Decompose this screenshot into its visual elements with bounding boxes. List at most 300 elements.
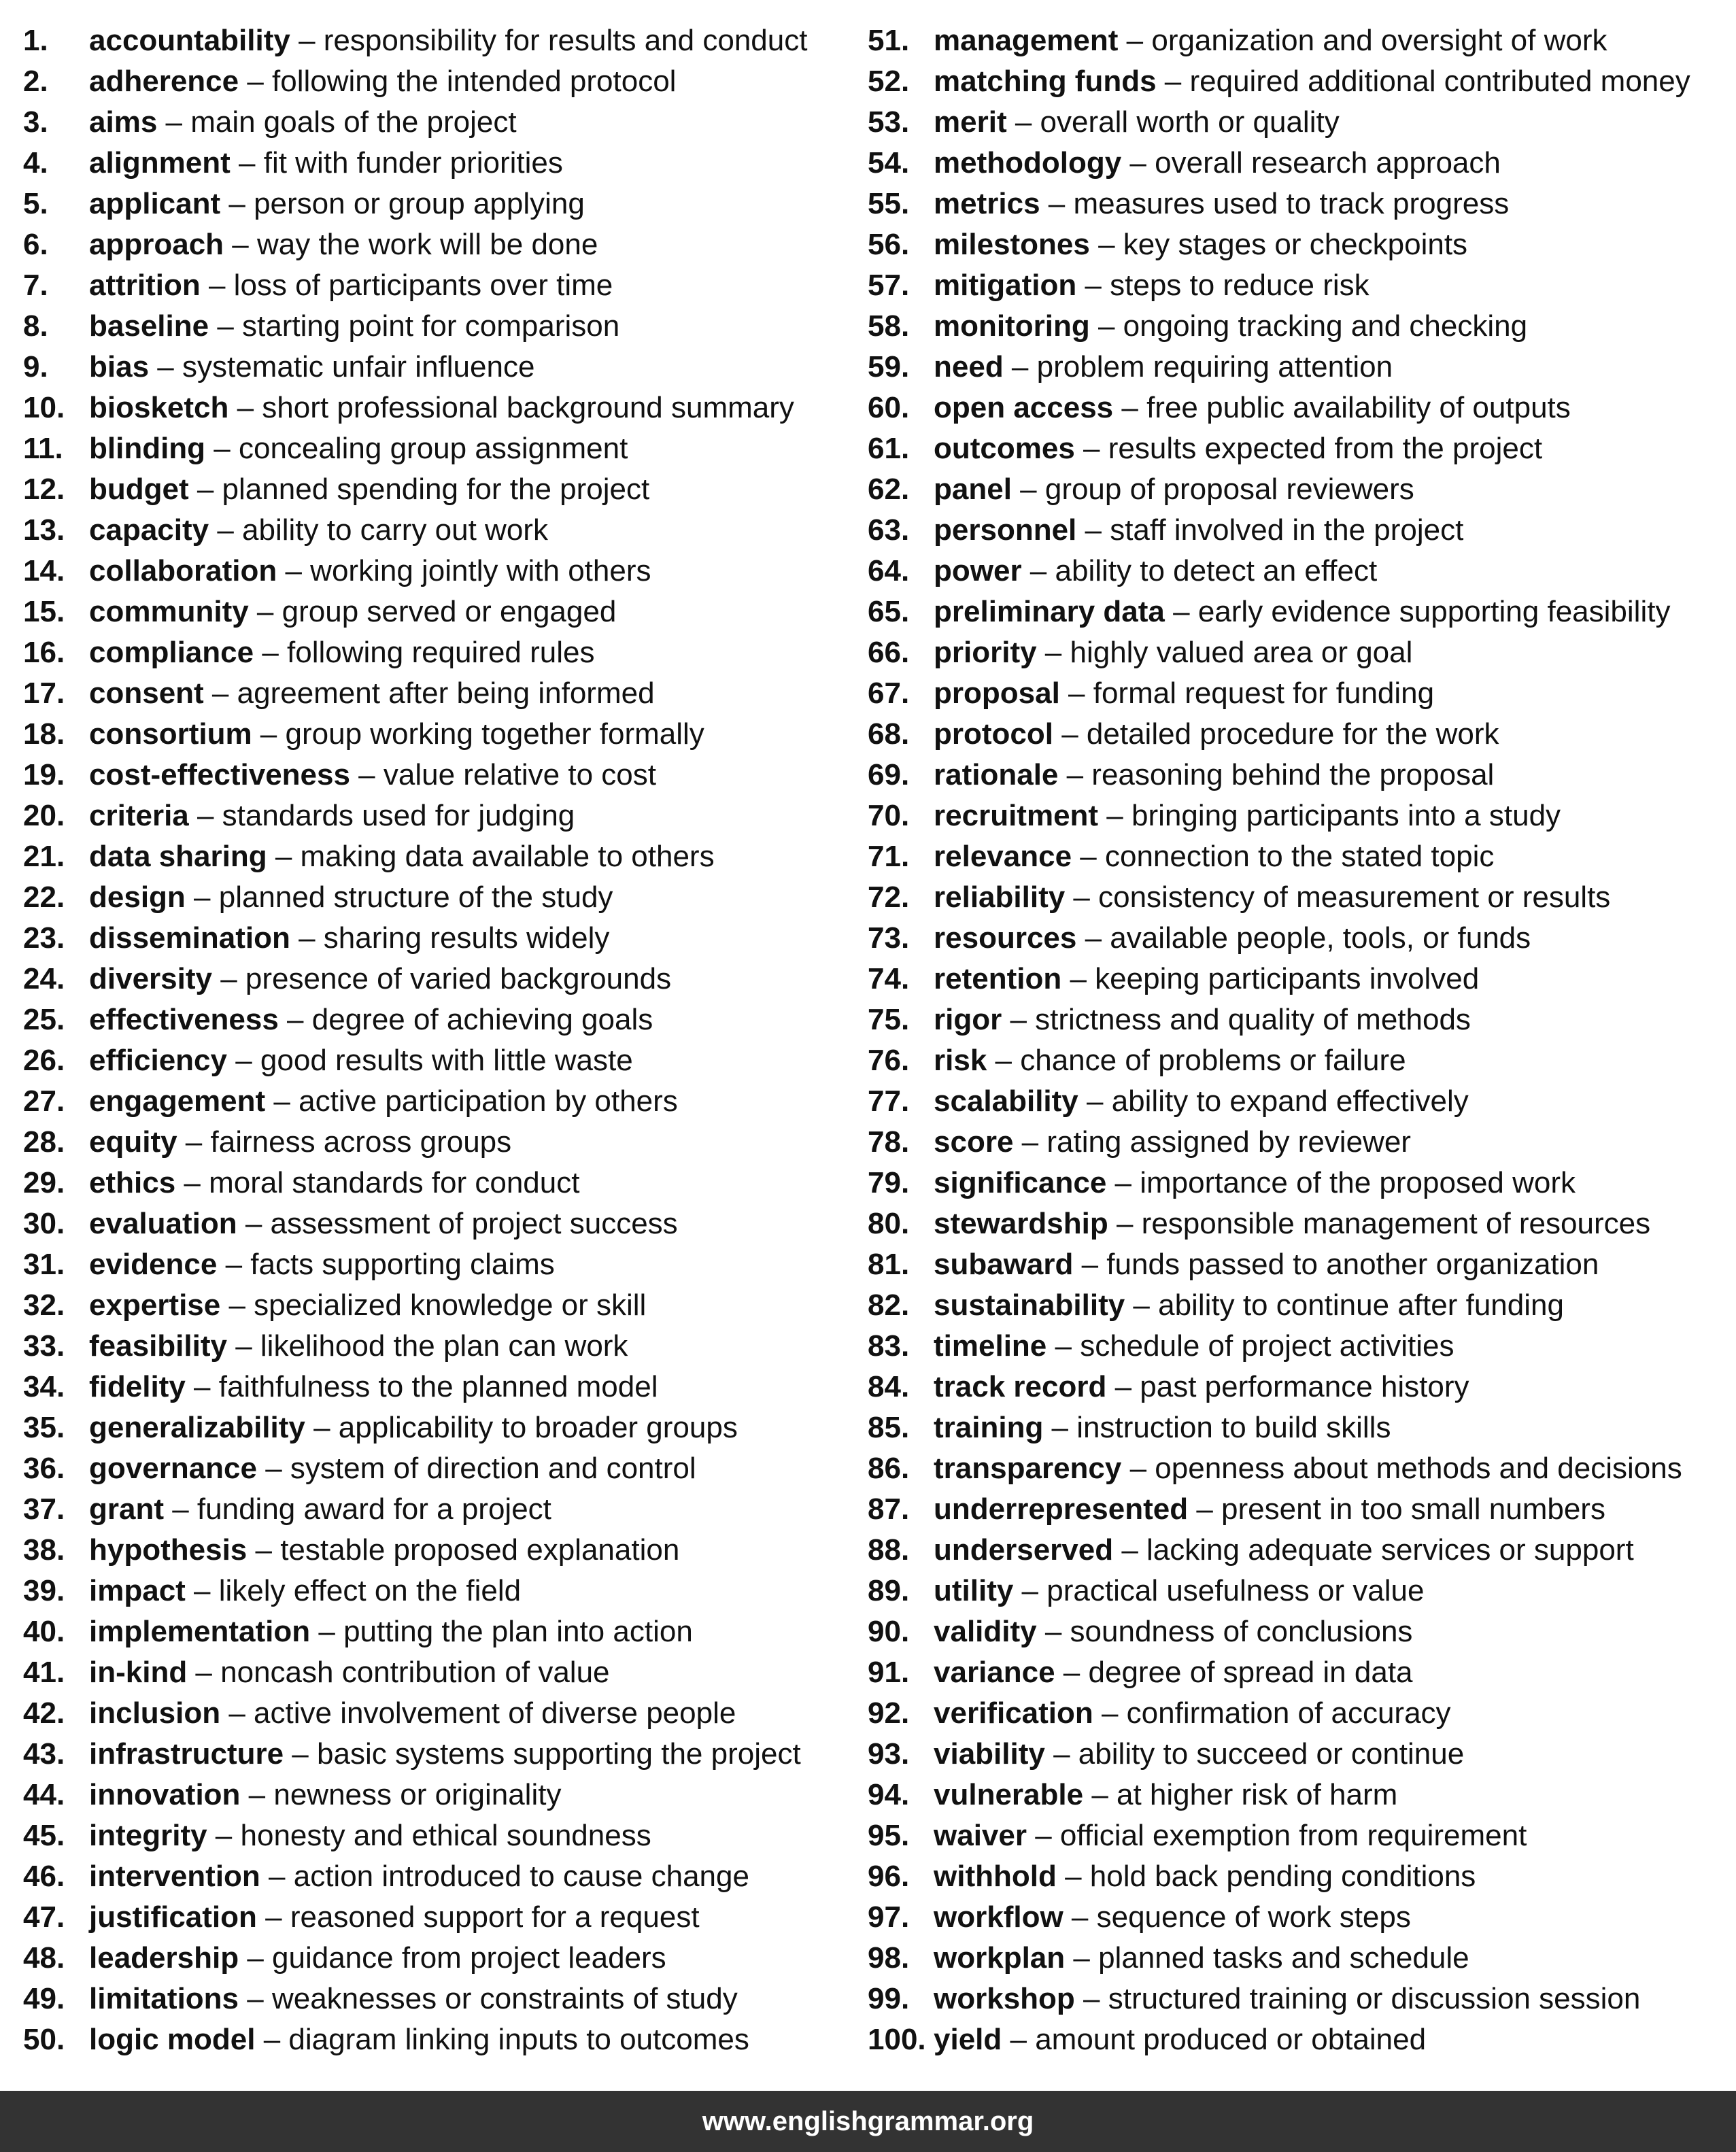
glossary-entry: [23, 1407, 873, 1448]
glossary-entry: [868, 877, 1718, 918]
glossary-entry: [23, 1530, 873, 1571]
entry-definition: – formal request for funding: [1059, 677, 1435, 710]
entry-term: panel: [934, 473, 1012, 506]
glossary-entry: [23, 1815, 873, 1856]
entry-number: 86.: [868, 1452, 910, 1485]
entry-definition: – instruction to build skills: [1043, 1411, 1391, 1444]
entry-definition: – rating assigned by reviewer: [1013, 1125, 1411, 1159]
entry-number: 92.: [868, 1696, 910, 1730]
entry-term: scalability: [934, 1084, 1078, 1118]
entry-definition: – present in too small numbers: [1188, 1492, 1605, 1526]
entry-number: 62.: [868, 473, 910, 506]
glossary-entry: [868, 1775, 1718, 1815]
entry-term: collaboration: [89, 554, 277, 587]
entry-number: 96.: [868, 1860, 910, 1893]
entry-term: baseline: [89, 309, 209, 343]
entry-definition: – importance of the proposed work: [1106, 1166, 1576, 1199]
entry-definition: – weaknesses or constraints of study: [239, 1982, 738, 2015]
glossary-entry: [23, 1652, 873, 1693]
entry-term: track record: [934, 1370, 1107, 1403]
entry-definition: – assessment of project success: [237, 1207, 678, 1240]
entry-definition: – ability to carry out work: [209, 513, 548, 547]
glossary-entry: [868, 632, 1718, 673]
entry-term: budget: [89, 473, 189, 506]
entry-definition: – planned tasks and schedule: [1065, 1941, 1469, 1975]
entry-number: 71.: [868, 840, 910, 873]
glossary-entry: [23, 918, 873, 959]
entry-definition: – responsible management of resources: [1108, 1207, 1651, 1240]
entry-term: efficiency: [89, 1044, 227, 1077]
entry-number: 85.: [868, 1411, 910, 1444]
entry-term: expertise: [89, 1288, 221, 1322]
entry-number: 84.: [868, 1370, 910, 1403]
glossary-entry: [23, 755, 873, 796]
glossary-entry: [868, 551, 1718, 592]
entry-term: effectiveness: [89, 1003, 279, 1036]
glossary-entry: [23, 1244, 873, 1285]
entry-term: merit: [934, 105, 1007, 139]
entry-number: 83.: [868, 1329, 910, 1363]
entry-term: alignment: [89, 146, 231, 180]
glossary-entry: [868, 1489, 1718, 1530]
entry-definition: – systematic unfair influence: [149, 350, 535, 383]
entry-term: vulnerable: [934, 1778, 1084, 1811]
entry-term: methodology: [934, 146, 1122, 180]
glossary-entry: [23, 1611, 873, 1652]
glossary-entry: [868, 1040, 1718, 1081]
entry-number: 53.: [868, 105, 910, 139]
glossary-entry: [868, 143, 1718, 184]
entry-term: significance: [934, 1166, 1107, 1199]
entry-term: monitoring: [934, 309, 1090, 343]
entry-number: 15.: [23, 595, 65, 628]
entry-number: 60.: [868, 391, 910, 424]
glossary-entry: [868, 224, 1718, 265]
entry-term: in-kind: [89, 1656, 188, 1689]
glossary-entry: [868, 959, 1718, 1000]
entry-number: 34.: [23, 1370, 65, 1403]
entry-number: 72.: [868, 881, 910, 914]
entry-number: 48.: [23, 1941, 65, 1975]
entry-term: validity: [934, 1615, 1037, 1648]
entry-term: underserved: [934, 1533, 1114, 1567]
entry-number: 32.: [23, 1288, 65, 1322]
entry-number: 27.: [23, 1084, 65, 1118]
entry-definition: – way the work will be done: [224, 228, 598, 261]
entry-definition: – keeping participants involved: [1061, 962, 1480, 995]
entry-definition: – overall research approach: [1121, 146, 1501, 180]
entry-number: 28.: [23, 1125, 65, 1159]
entry-term: protocol: [934, 717, 1053, 751]
entry-definition: – diagram linking inputs to outcomes: [255, 2023, 749, 2056]
entry-definition: – honesty and ethical soundness: [207, 1819, 651, 1852]
entry-number: 22.: [23, 881, 65, 914]
entry-number: 69.: [868, 758, 910, 791]
entry-term: grant: [89, 1492, 164, 1526]
entry-number: 89.: [868, 1574, 910, 1607]
entry-number: 31.: [23, 1248, 65, 1281]
glossary-entry: [868, 1652, 1718, 1693]
entry-term: logic model: [89, 2023, 256, 2056]
entry-definition: – early evidence supporting feasibility: [1164, 595, 1671, 628]
entry-number: 54.: [868, 146, 910, 180]
entry-number: 13.: [23, 513, 65, 547]
entry-number: 33.: [23, 1329, 65, 1363]
entry-term: verification: [934, 1696, 1093, 1730]
entry-number: 78.: [868, 1125, 910, 1159]
entry-term: inclusion: [89, 1696, 221, 1730]
entry-definition: – detailed procedure for the work: [1053, 717, 1499, 751]
glossary-entry: [868, 1530, 1718, 1571]
entry-term: mitigation: [934, 269, 1077, 302]
glossary-entry: [868, 2019, 1718, 2060]
glossary-entry: [23, 1040, 873, 1081]
entry-definition: – official exemption from requirement: [1026, 1819, 1527, 1852]
entry-number: 87.: [868, 1492, 910, 1526]
entry-term: limitations: [89, 1982, 239, 2015]
entry-definition: – putting the plan into action: [310, 1615, 693, 1648]
entry-definition: – starting point for comparison: [209, 309, 620, 343]
glossary-entry: [23, 1367, 873, 1407]
entry-term: metrics: [934, 187, 1040, 220]
glossary-entry: [23, 551, 873, 592]
entry-number: 19.: [23, 758, 65, 791]
entry-term: workshop: [934, 1982, 1075, 2015]
entry-term: compliance: [89, 636, 254, 669]
entry-definition: – likely effect on the field: [185, 1574, 522, 1607]
entry-definition: – confirmation of accuracy: [1093, 1696, 1451, 1730]
entry-term: integrity: [89, 1819, 207, 1852]
entry-definition: – connection to the stated topic: [1072, 840, 1495, 873]
entry-term: ethics: [89, 1166, 176, 1199]
entry-number: 80.: [868, 1207, 910, 1240]
entry-definition: – fairness across groups: [177, 1125, 512, 1159]
glossary-entry: [23, 1203, 873, 1244]
glossary-entry: [868, 1856, 1718, 1897]
entry-definition: – openness about methods and decisions: [1121, 1452, 1682, 1485]
entry-definition: – presence of varied backgrounds: [211, 962, 672, 995]
entry-definition: – planned spending for the project: [188, 473, 650, 506]
entry-term: intervention: [89, 1860, 260, 1893]
entry-term: feasibility: [89, 1329, 227, 1363]
entry-term: score: [934, 1125, 1014, 1159]
glossary-entry: [23, 1979, 873, 2019]
entry-definition: – group served or engaged: [248, 595, 617, 628]
entry-number: 7.: [23, 269, 48, 302]
entry-term: biosketch: [89, 391, 229, 424]
glossary-entry: [868, 1000, 1718, 1040]
entry-definition: – strictness and quality of methods: [1002, 1003, 1471, 1036]
entry-definition: – fit with funder priorities: [230, 146, 563, 180]
entry-term: transparency: [934, 1452, 1122, 1485]
entry-definition: – newness or originality: [240, 1778, 562, 1811]
entry-definition: – agreement after being informed: [203, 677, 655, 710]
entry-number: 52.: [868, 65, 910, 98]
entry-term: variance: [934, 1656, 1055, 1689]
entry-definition: – funds passed to another organization: [1073, 1248, 1599, 1281]
entry-definition: – problem requiring attention: [1003, 350, 1393, 383]
entry-term: consent: [89, 677, 204, 710]
entry-number: 23.: [23, 921, 65, 955]
entry-number: 68.: [868, 717, 910, 751]
entry-number: 66.: [868, 636, 910, 669]
entry-term: leadership: [89, 1941, 239, 1975]
entry-definition: – overall worth or quality: [1006, 105, 1340, 139]
glossary-entry: [23, 714, 873, 755]
entry-number: 93.: [868, 1737, 910, 1771]
glossary-entry: [868, 1203, 1718, 1244]
entry-term: need: [934, 350, 1004, 383]
entry-number: 45.: [23, 1819, 65, 1852]
entry-definition: – amount produced or obtained: [1002, 2023, 1427, 2056]
entry-number: 10.: [23, 391, 65, 424]
glossary-entry: [868, 592, 1718, 632]
entry-definition: – free public availability of outputs: [1113, 391, 1571, 424]
entry-number: 61.: [868, 432, 910, 465]
entry-definition: – results expected from the project: [1074, 432, 1543, 465]
entry-number: 1.: [23, 24, 48, 57]
entry-term: accountability: [89, 24, 290, 57]
entry-term: blinding: [89, 432, 206, 465]
entry-term: matching funds: [934, 65, 1157, 98]
entry-number: 88.: [868, 1533, 910, 1567]
entry-definition: – reasoned support for a request: [256, 1900, 700, 1934]
entry-term: retention: [934, 962, 1062, 995]
glossary-entry: [868, 1326, 1718, 1367]
entry-number: 2.: [23, 65, 48, 98]
entry-definition: – likelihood the plan can work: [226, 1329, 628, 1363]
entry-definition: – testable proposed explanation: [247, 1533, 680, 1567]
entry-number: 46.: [23, 1860, 65, 1893]
glossary-entry: [23, 184, 873, 224]
entry-definition: – degree of spread in data: [1055, 1656, 1413, 1689]
glossary-entry: [23, 1938, 873, 1979]
entry-term: implementation: [89, 1615, 311, 1648]
entry-term: innovation: [89, 1778, 241, 1811]
entry-definition: – chance of problems or failure: [987, 1044, 1406, 1077]
entry-number: 65.: [868, 595, 910, 628]
glossary-entry: [23, 1693, 873, 1734]
glossary-entry: [868, 102, 1718, 143]
entry-definition: – responsibility for results and conduct: [290, 24, 808, 57]
entry-number: 47.: [23, 1900, 65, 1934]
glossary-entry: [868, 347, 1718, 388]
entry-term: evidence: [89, 1248, 218, 1281]
glossary-list: [23, 20, 1723, 2060]
entry-number: 91.: [868, 1656, 910, 1689]
glossary-entry: [23, 102, 873, 143]
glossary-entry: [868, 1815, 1718, 1856]
entry-term: power: [934, 554, 1022, 587]
glossary-entry: [23, 1775, 873, 1815]
glossary-entry: [868, 1979, 1718, 2019]
entry-definition: – sequence of work steps: [1063, 1900, 1411, 1934]
glossary-entry: [868, 1734, 1718, 1775]
entry-number: 14.: [23, 554, 65, 587]
glossary-entry: [23, 1326, 873, 1367]
entry-number: 56.: [868, 228, 910, 261]
entry-term: rigor: [934, 1003, 1002, 1036]
entry-term: recruitment: [934, 799, 1099, 832]
entry-number: 49.: [23, 1982, 65, 2015]
entry-number: 94.: [868, 1778, 910, 1811]
entry-term: adherence: [89, 65, 239, 98]
entry-number: 29.: [23, 1166, 65, 1199]
entry-term: applicant: [89, 187, 221, 220]
entry-number: 6.: [23, 228, 48, 261]
entry-definition: – short professional background summary: [228, 391, 794, 424]
entry-term: fidelity: [89, 1370, 186, 1403]
glossary-entry: [23, 1000, 873, 1040]
entry-number: 42.: [23, 1696, 65, 1730]
entry-term: capacity: [89, 513, 209, 547]
entry-definition: – making data available to others: [267, 840, 715, 873]
entry-definition: – moral standards for conduct: [175, 1166, 580, 1199]
entry-definition: – faithfulness to the planned model: [185, 1370, 658, 1403]
entry-definition: – planned structure of the study: [185, 881, 613, 914]
glossary-column-right: [868, 20, 1718, 2060]
entry-definition: – consistency of measurement or results: [1065, 881, 1611, 914]
entry-term: evaluation: [89, 1207, 237, 1240]
entry-number: 38.: [23, 1533, 65, 1567]
entry-number: 74.: [868, 962, 910, 995]
glossary-entry: [23, 2019, 873, 2060]
entry-definition: – value relative to cost: [350, 758, 656, 791]
entry-number: 90.: [868, 1615, 910, 1648]
glossary-entry: [23, 796, 873, 836]
entry-term: milestones: [934, 228, 1090, 261]
footer-bar: [0, 2091, 1736, 2152]
entry-term: underrepresented: [934, 1492, 1189, 1526]
glossary-entry: [868, 918, 1718, 959]
entry-term: governance: [89, 1452, 257, 1485]
entry-definition: – sharing results widely: [290, 921, 610, 955]
entry-term: yield: [934, 2023, 1002, 2056]
glossary-entry: [868, 1938, 1718, 1979]
glossary-entry: [868, 265, 1718, 306]
entry-number: 57.: [868, 269, 910, 302]
glossary-entry: [23, 469, 873, 510]
entry-definition: – steps to reduce risk: [1076, 269, 1369, 302]
glossary-entry: [23, 1897, 873, 1938]
entry-definition: – noncash contribution of value: [187, 1656, 610, 1689]
entry-number: 43.: [23, 1737, 65, 1771]
glossary-entry: [868, 20, 1718, 61]
entry-number: 81.: [868, 1248, 910, 1281]
entry-term: relevance: [934, 840, 1072, 873]
entry-term: stewardship: [934, 1207, 1108, 1240]
entry-number: 98.: [868, 1941, 910, 1975]
entry-definition: – active involvement of diverse people: [220, 1696, 736, 1730]
entry-definition: – facts supporting claims: [217, 1248, 555, 1281]
entry-term: consortium: [89, 717, 252, 751]
entry-term: approach: [89, 228, 224, 261]
entry-term: aims: [89, 105, 158, 139]
entry-term: diversity: [89, 962, 212, 995]
glossary-entry: [868, 714, 1718, 755]
entry-number: 20.: [23, 799, 65, 832]
entry-term: cost-effectiveness: [89, 758, 350, 791]
entry-term: reliability: [934, 881, 1066, 914]
glossary-entry: [868, 184, 1718, 224]
glossary-entry: [868, 1407, 1718, 1448]
entry-term: timeline: [934, 1329, 1047, 1363]
glossary-entry: [868, 1611, 1718, 1652]
entry-definition: – person or group applying: [220, 187, 585, 220]
entry-number: 9.: [23, 350, 48, 383]
entry-term: generalizability: [89, 1411, 305, 1444]
entry-term: design: [89, 881, 186, 914]
glossary-entry: [868, 388, 1718, 428]
glossary-entry: [868, 1163, 1718, 1203]
glossary-entry: [23, 1163, 873, 1203]
entry-definition: – structured training or discussion session: [1074, 1982, 1641, 2015]
entry-definition: – main goals of the project: [157, 105, 517, 139]
entry-number: 73.: [868, 921, 910, 955]
glossary-entry: [868, 1122, 1718, 1163]
entry-definition: – staff involved in the project: [1076, 513, 1464, 547]
entry-number: 97.: [868, 1900, 910, 1934]
entry-number: 100.: [868, 2023, 926, 2056]
glossary-entry: [23, 673, 873, 714]
entry-definition: – working jointly with others: [277, 554, 651, 587]
glossary-entry: [23, 1448, 873, 1489]
glossary-entry: [23, 510, 873, 551]
entry-number: 82.: [868, 1288, 910, 1322]
glossary-entry: [868, 796, 1718, 836]
entry-definition: – group of proposal reviewers: [1011, 473, 1414, 506]
entry-term: infrastructure: [89, 1737, 284, 1771]
entry-definition: – ability to succeed or continue: [1044, 1737, 1465, 1771]
entry-definition: – good results with little waste: [226, 1044, 633, 1077]
entry-definition: – loss of participants over time: [200, 269, 613, 302]
entry-term: subaward: [934, 1248, 1074, 1281]
entry-definition: – available people, tools, or funds: [1076, 921, 1531, 955]
entry-definition: – active participation by others: [265, 1084, 678, 1118]
glossary-entry: [23, 61, 873, 102]
entry-term: training: [934, 1411, 1044, 1444]
entry-term: workflow: [934, 1900, 1063, 1934]
entry-definition: – ability to expand effectively: [1078, 1084, 1469, 1118]
entry-number: 12.: [23, 473, 65, 506]
entry-definition: – soundness of conclusions: [1036, 1615, 1413, 1648]
entry-definition: – degree of achieving goals: [278, 1003, 653, 1036]
glossary-entry: [868, 1693, 1718, 1734]
glossary-entry: [23, 143, 873, 184]
glossary-entry: [868, 1571, 1718, 1611]
glossary-entry: [868, 673, 1718, 714]
entry-term: community: [89, 595, 249, 628]
entry-definition: – system of direction and control: [256, 1452, 696, 1485]
glossary-entry: [23, 20, 873, 61]
glossary-entry: [23, 959, 873, 1000]
entry-term: priority: [934, 636, 1037, 669]
entry-definition: – ability to detect an effect: [1021, 554, 1378, 587]
entry-term: open access: [934, 391, 1114, 424]
entry-number: 17.: [23, 677, 65, 710]
entry-number: 37.: [23, 1492, 65, 1526]
entry-number: 58.: [868, 309, 910, 343]
entry-number: 36.: [23, 1452, 65, 1485]
glossary-entry: [868, 510, 1718, 551]
entry-term: outcomes: [934, 432, 1075, 465]
entry-definition: – organization and oversight of work: [1118, 24, 1607, 57]
glossary-entry: [23, 1285, 873, 1326]
entry-term: management: [934, 24, 1119, 57]
glossary-entry: [868, 306, 1718, 347]
glossary-entry: [23, 265, 873, 306]
footer-url[interactable]: www.englishgrammar.org: [702, 2106, 1034, 2136]
